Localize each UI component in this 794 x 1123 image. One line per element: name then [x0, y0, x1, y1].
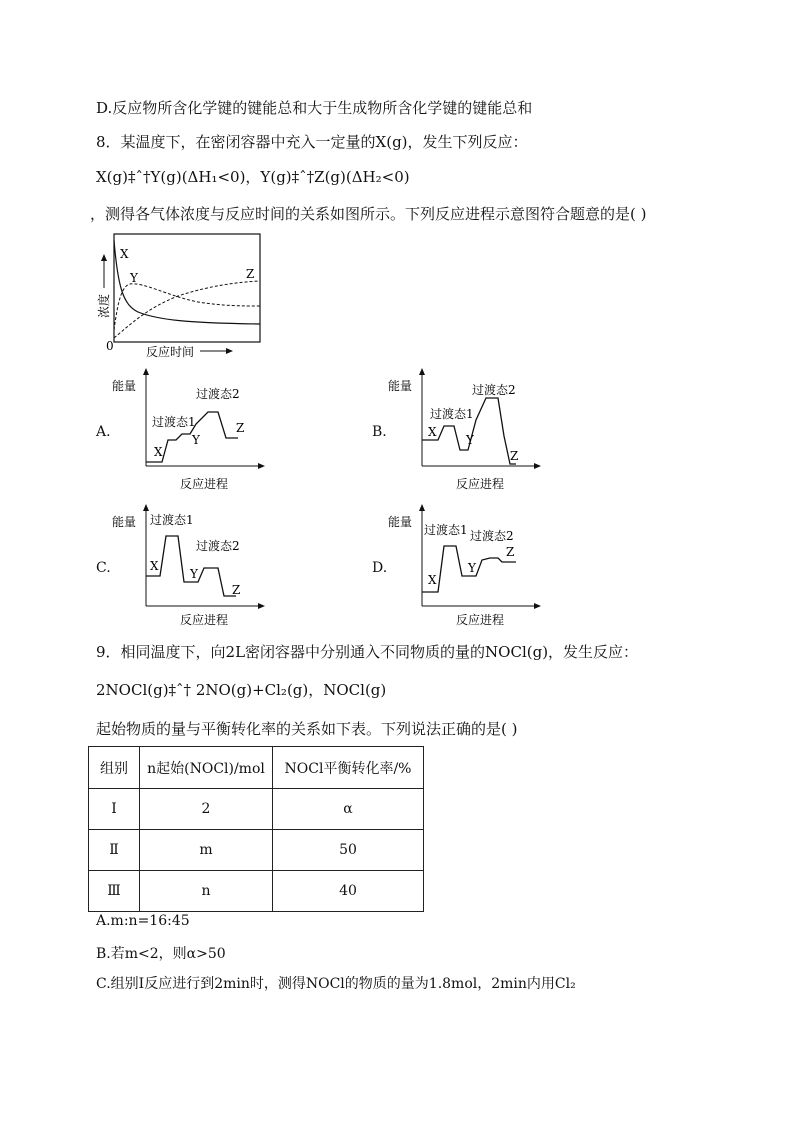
option-d-xlabel: 反应进程 — [456, 613, 505, 626]
table-header-cell: n起始(NOCl)/mol — [140, 747, 273, 789]
table-cell: m — [140, 830, 273, 871]
option-a-letter: A. — [96, 424, 111, 440]
x-axis-label: 反应时间 — [146, 345, 195, 359]
option-d-diagram — [386, 500, 546, 626]
table-header-cell: NOCl平衡转化率/% — [273, 747, 424, 789]
option-a-diagram — [110, 366, 270, 492]
table-cell: Ⅲ — [89, 871, 140, 912]
option-b-ts2: 过渡态2 — [472, 383, 516, 397]
q9-stem: 9．相同温度下，向2L密闭容器中分别通入不同物质的量的NOCl(g)，发生反应： — [96, 643, 639, 661]
q9-option-c: C.组别Ⅰ反应进行到2min时，测得NOCl的物质的量为1.8mol，2min内用Cl₂ — [96, 976, 576, 992]
option-b-y: Y — [466, 433, 474, 447]
option-c-xlabel: 反应进程 — [180, 613, 229, 626]
option-b-z: Z — [510, 449, 519, 463]
option-d-ylabel: 能量 — [388, 515, 413, 529]
q9-option-b: B.若m<2，则α>50 — [96, 946, 226, 962]
option-d-y: Y — [468, 561, 476, 575]
option-a-y: Y — [192, 433, 200, 447]
q8-reactions: X(g)‡ˆ†Y(g)(ΔH₁<0)，Y(g)‡ˆ†Z(g)(ΔH₂<0) — [96, 168, 410, 186]
table-row — [89, 789, 424, 830]
concentration-chart — [88, 230, 278, 362]
table-header-cell: 组别 — [89, 747, 140, 789]
series-z-curve — [114, 281, 260, 338]
option-b-x: X — [428, 425, 437, 439]
table-cell: α — [273, 789, 424, 830]
option-c-x: X — [150, 559, 159, 573]
table-row — [89, 830, 424, 871]
option-a-ylabel: 能量 — [112, 379, 137, 393]
option-b-diagram — [386, 366, 546, 492]
option-c-z: Z — [232, 583, 241, 597]
option-a-ts1: 过渡态1 — [152, 415, 196, 429]
q9-reaction: 2NOCl(g)‡ˆ† 2NO(g)+Cl₂(g)，NOCl(g) — [96, 681, 387, 699]
option-d-ts2: 过渡态2 — [470, 529, 514, 543]
table-cell: n — [140, 871, 273, 912]
option-d-letter: D. — [372, 560, 388, 576]
table-cell: 40 — [273, 871, 424, 912]
q8-stem: 8．某温度下，在密闭容器中充入一定量的X(g)，发生下列反应： — [96, 133, 528, 151]
option-c-ts2: 过渡态2 — [196, 539, 240, 553]
option-a-x: X — [154, 445, 163, 459]
option-d-z: Z — [506, 545, 515, 559]
conversion-table — [88, 746, 424, 912]
option-a-ts2: 过渡态2 — [196, 387, 240, 401]
table-row — [89, 871, 424, 912]
origin-label: 0 — [106, 339, 114, 353]
option-b-ts1: 过渡态1 — [430, 407, 474, 421]
series-z-label: Z — [246, 267, 255, 281]
q9-question: 起始物质的量与平衡转化率的关系如下表。下列说法正确的是( ) — [96, 720, 518, 738]
option-d-x: X — [428, 573, 437, 587]
table-cell: 50 — [273, 830, 424, 871]
q8-question: ，测得各气体浓度与反应时间的关系如图所示。下列反应进程示意图符合题意的是( ) — [90, 205, 647, 223]
option-c-ts1: 过渡态1 — [150, 513, 194, 527]
y-axis-label: 浓度 — [97, 293, 111, 318]
option-c-diagram — [110, 500, 270, 626]
q7-option-d: D.反应物所含化学键的键能总和大于生成物所含化学键的键能总和 — [96, 99, 533, 117]
option-c-y: Y — [190, 567, 198, 581]
q9-option-a: A.m:n=16:45 — [96, 913, 190, 929]
table-header-row — [89, 747, 424, 789]
option-a-z: Z — [236, 421, 245, 435]
series-x-label: X — [120, 247, 129, 261]
series-y-label: Y — [130, 271, 138, 285]
option-b-letter: B. — [372, 424, 387, 440]
option-b-ylabel: 能量 — [388, 379, 413, 393]
option-a-xlabel: 反应进程 — [180, 477, 229, 491]
option-d-ts1: 过渡态1 — [424, 523, 468, 537]
table-cell: Ⅱ — [89, 830, 140, 871]
table-cell: Ⅰ — [89, 789, 140, 830]
option-c-ylabel: 能量 — [112, 515, 137, 529]
option-b-xlabel: 反应进程 — [456, 477, 505, 491]
option-c-letter: C. — [96, 560, 111, 576]
table-cell: 2 — [140, 789, 273, 830]
